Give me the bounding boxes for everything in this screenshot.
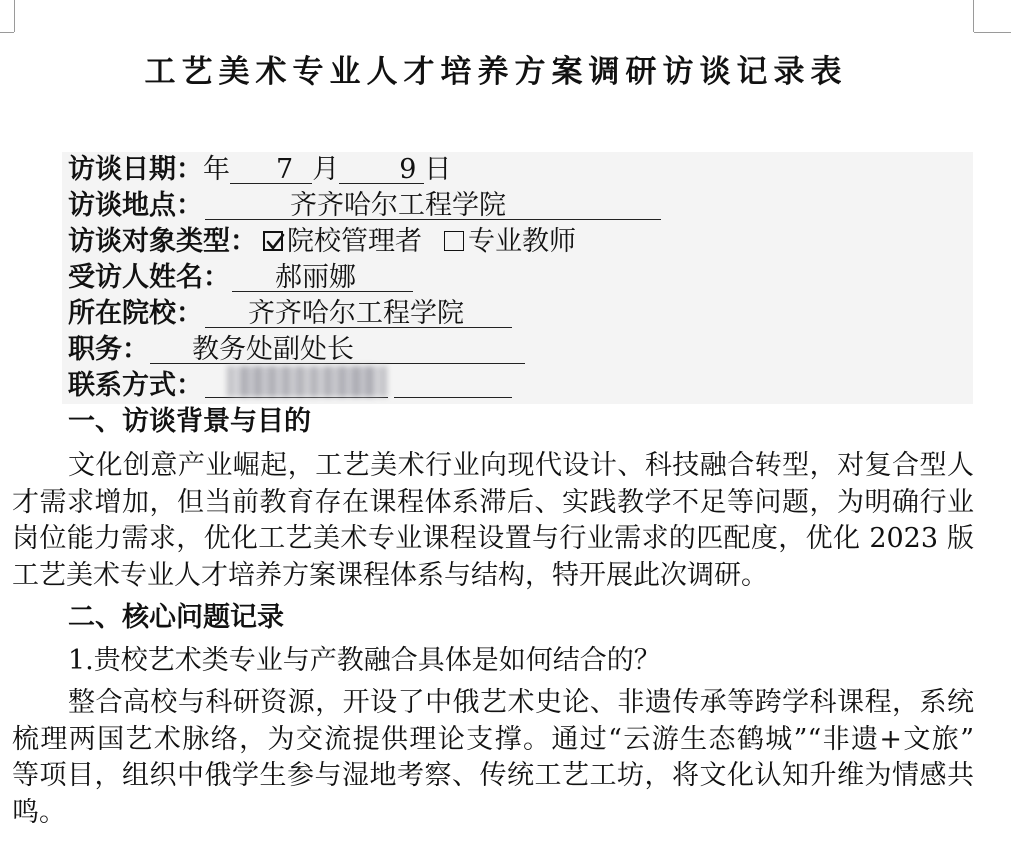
option-label-teacher: 专业教师 [468,226,576,257]
field-label-position: 职务： [68,334,149,365]
crop-mark-top-left-horizontal [0,32,14,33]
section1-heading: 一、访谈背景与目的 [68,406,311,437]
field-row-position [62,332,973,368]
name-underline [232,264,413,292]
position-underline [150,336,525,364]
interview-info-block [62,152,973,404]
checkbox-option-teacher[interactable] [444,231,464,251]
checkbox-option-manager[interactable] [263,231,283,251]
crop-mark-top-left-vertical [14,0,15,32]
date-year-unit: 年 [203,154,230,185]
field-label-interviewee-type: 访谈对象类型： [68,226,257,257]
section1-paragraph [12,448,974,595]
crop-mark-top-right-horizontal [974,32,1011,33]
field-row-contact [62,368,973,404]
location-underline [205,192,661,220]
location-value: 齐齐哈尔工程学院 [290,190,506,221]
paragraph-line: 等项目，组织中俄学生参与湿地考察、传统工艺工坊，将文化认知升维为情感共 [12,760,974,792]
answer-1-paragraph [12,685,974,832]
date-month-value: 7 [276,154,294,185]
date-month-underline [230,156,312,184]
date-day-value: 9 [399,154,417,185]
field-row-date [62,152,973,188]
paragraph-line: 整合高校与科研资源，开设了中俄艺术史论、非遗传承等跨学科课程，系统 [68,687,974,718]
field-label-name: 受访人姓名： [68,262,230,293]
document-title: 工艺美术专业人才培养方案调研访谈记录表 [144,54,848,90]
date-day-unit: 日 [424,154,452,185]
institution-underline [205,300,512,328]
paragraph-line: 岗位能力需求，优化工艺美术专业课程设置与行业需求的匹配度，优化 2023 版 [12,523,974,555]
date-month-unit: 月 [312,154,340,185]
paragraph-line: 梳理两国艺术脉络，为交流提供理论支撑。通过“云游生态鹤城”“非遗+文旅” [12,723,974,755]
field-label-institution: 所在院校： [68,298,203,329]
crop-mark-top-right-vertical [973,0,974,32]
field-label-location: 访谈地点： [68,190,203,221]
name-value: 郝丽娜 [275,262,356,293]
option-label-manager: 院校管理者 [287,226,422,257]
paragraph-line: 鸣。 [12,797,66,829]
section2-heading: 二、核心问题记录 [68,602,284,633]
contact-underline-extra [394,370,512,398]
field-label-date: 访谈日期： [68,154,203,185]
paragraph-line: 才需求增加，但当前教育存在课程体系滞后、实践教学不足等问题，为明确行业 [12,486,974,518]
field-row-institution [62,296,973,332]
field-label-contact: 联系方式： [68,370,203,401]
redacted-phone-blur [227,366,387,397]
institution-value: 齐齐哈尔工程学院 [248,298,464,329]
contact-underline [205,370,388,398]
position-value: 教务处副处长 [192,334,354,365]
question-1: 1.贵校艺术类专业与产教融合具体是如何结合的？ [68,645,661,676]
checkmark-icon [263,230,287,254]
paragraph-line: 文化创意产业崛起，工艺美术行业向现代设计、科技融合转型，对复合型人 [68,450,974,481]
paragraph-line: 工艺美术专业人才培养方案课程体系与结构，特开展此次调研。 [12,560,768,592]
field-row-interviewee-type [62,224,973,260]
field-row-name [62,260,973,296]
field-row-location [62,188,973,224]
date-day-underline [339,156,424,184]
